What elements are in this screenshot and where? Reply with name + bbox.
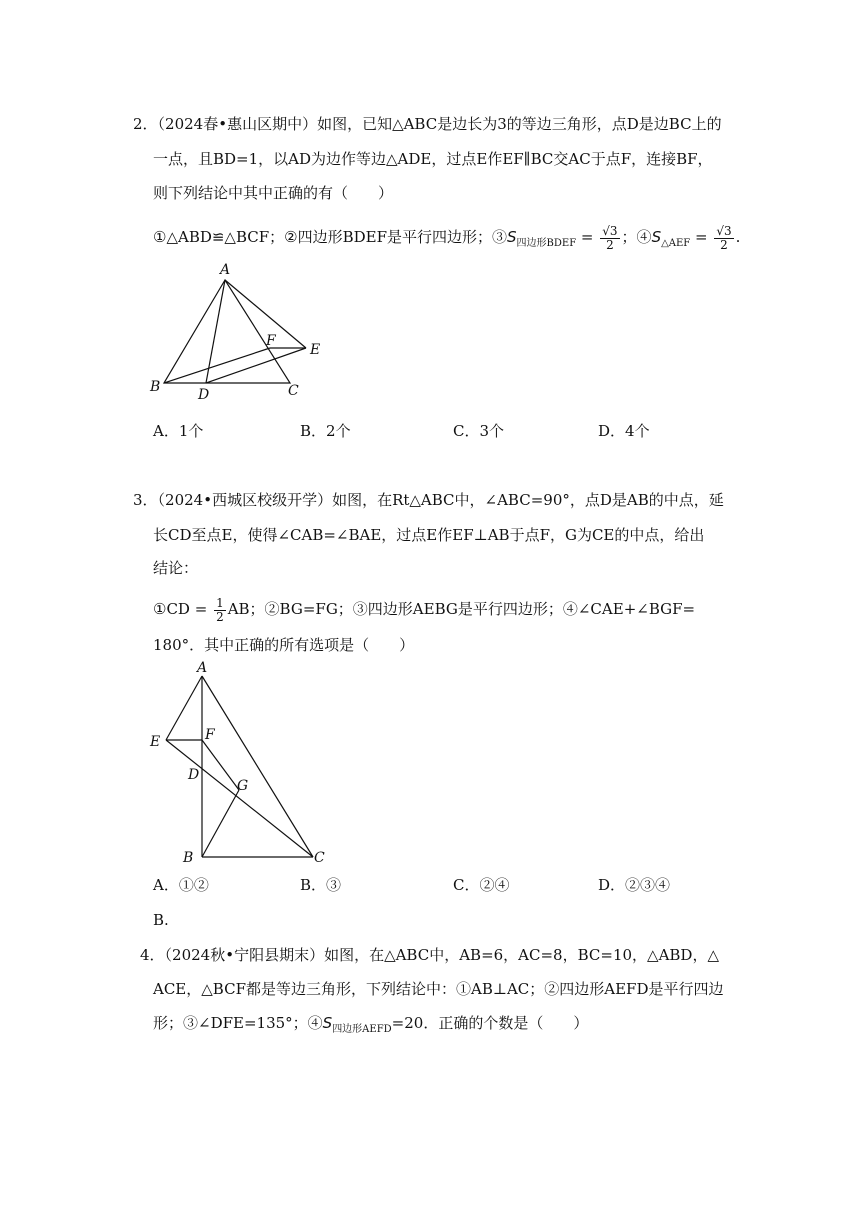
q3-line-3: 结论：	[153, 559, 199, 577]
q4-s-label: S	[322, 1014, 333, 1032]
q2-geometry-figure	[140, 258, 340, 403]
q3-label-A: A	[197, 660, 208, 676]
q4-line-3-part-a: 形；③∠DFE=135°；④	[153, 1014, 323, 1032]
q2-s-label-2: S	[651, 228, 662, 246]
q3-label-D: D	[188, 767, 200, 783]
q2-line-2: 一点，且BD=1，以AD为边作等边△ADE，过点E作EF∥BC交AC于点F，连接BF，	[153, 150, 713, 168]
q2-statements	[153, 222, 740, 255]
q3-line-5: 180°．其中正确的所有选项是（ ）	[153, 636, 415, 654]
q2-eq-2: =	[690, 228, 713, 246]
q2-eq-1: =	[576, 228, 599, 246]
q3-statements	[153, 594, 695, 624]
q2-label-C: C	[288, 383, 299, 399]
q3-line-1: 3．（2024•西城区校级开学）如图，在Rt△ABC中，∠ABC=90°，点D是AB的中点，延	[133, 491, 724, 509]
q2-option-d[interactable]: D．4个	[598, 422, 650, 440]
q2-label-E: E	[310, 342, 321, 358]
q4-line-3-part-b: =20．正确的个数是（ ）	[391, 1014, 589, 1032]
q3-answer: B.	[153, 911, 169, 929]
q2-option-c[interactable]: C．3个	[453, 422, 505, 440]
q2-s3-subscript: 四边形BDEF	[516, 238, 577, 249]
q3-label-G: G	[237, 778, 249, 794]
q2-frac-num-2: √3	[716, 223, 732, 238]
q4-line-3	[153, 1013, 588, 1036]
q3-option-a[interactable]: A．①②	[153, 876, 209, 894]
q2-fraction-1	[600, 225, 619, 252]
q3-option-c[interactable]: C．②④	[453, 876, 510, 894]
q3-geometry-figure	[145, 660, 345, 870]
q2-line-3: 则下列结论中其中正确的有（ ）	[153, 184, 394, 202]
q2-end: .	[735, 228, 741, 246]
q3-stmt-part-b: AB；②BG=FG；③四边形AEBG是平行四边形；④∠CAE+∠BGF=	[227, 600, 696, 618]
q2-option-a[interactable]: A．1个	[153, 422, 204, 440]
q2-frac-num-1: √3	[602, 223, 618, 238]
q2-line-1: 2．（2024春•惠山区期中）如图，已知△ABC是边长为3的等边三角形，点D是边BC上的	[133, 115, 722, 133]
q2-option-b[interactable]: B．2个	[300, 422, 351, 440]
q2-s-label: S	[507, 228, 517, 246]
q3-line-2: 长CD至点E，使得∠CAB=∠BAE，过点E作EF⊥AB于点F，G为CE的中点，给出	[153, 526, 705, 544]
q4-line-1: 4．（2024秋•宁阳县期末）如图，在△ABC中，AB=6，AC=8，BC=10，△ABD，△	[140, 946, 719, 964]
q3-label-F: F	[205, 727, 215, 743]
q3-label-B: B	[183, 850, 194, 866]
q2-label-B: B	[150, 379, 161, 395]
q3-stmt-part-a: ①CD =	[153, 600, 213, 618]
q3-fraction	[214, 597, 226, 624]
q2-label-D: D	[198, 387, 210, 403]
q3-frac-num: 1	[216, 595, 224, 610]
q3-option-b[interactable]: B．③	[300, 876, 342, 894]
q2-s4-subscript: △AEF	[661, 238, 691, 249]
q2-label-F: F	[266, 333, 276, 349]
q3-option-d[interactable]: D．②③④	[598, 876, 671, 894]
q3-label-E: E	[150, 734, 161, 750]
q3-frac-den: 2	[216, 609, 224, 624]
q2-stmt-part-a: ①△ABD≌△BCF；②四边形BDEF是平行四边形；③	[153, 228, 508, 246]
q4-line-2: ACE，△BCF都是等边三角形，下列结论中：①AB⊥AC；②四边形AEFD是平行四边	[153, 980, 724, 998]
q3-label-C: C	[314, 850, 325, 866]
q4-s-subscript: 四边形AEFD	[332, 1024, 392, 1035]
q2-sep: ；④	[621, 228, 652, 246]
q2-label-A: A	[220, 262, 231, 278]
q2-frac-den-2: 2	[720, 237, 728, 252]
q2-fraction-2	[714, 225, 733, 252]
q2-frac-den-1: 2	[606, 237, 614, 252]
